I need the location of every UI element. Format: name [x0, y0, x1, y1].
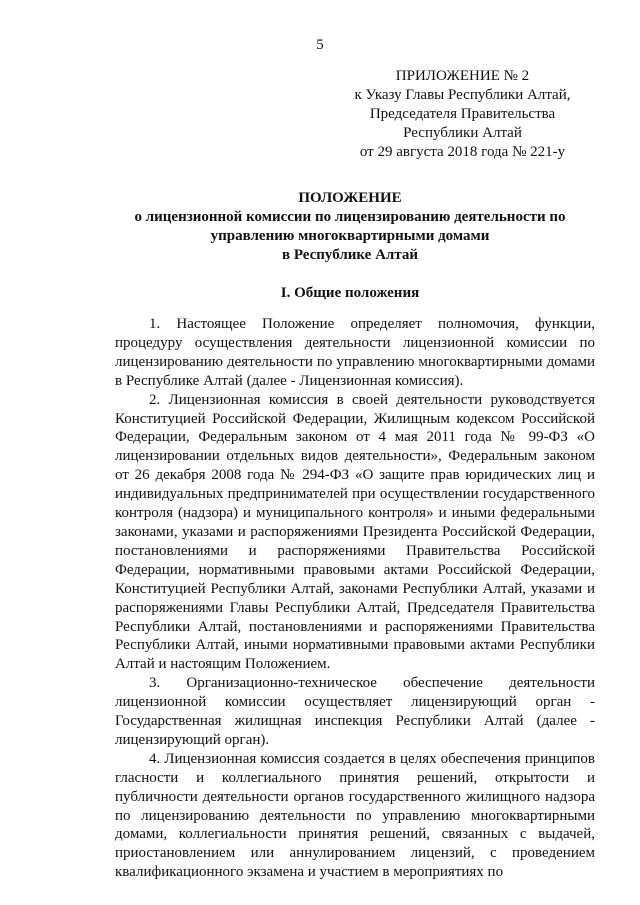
title-line-3: управлению многоквартирными домами: [210, 228, 490, 244]
annex-position: Председателя Правительства: [369, 106, 556, 122]
page-number: 5: [316, 37, 324, 53]
title-line-2: о лицензионной комиссии по лицензированию деятельности по: [134, 209, 566, 225]
paragraph-4: 4. Лицензионная комиссия создается в целях обеспечения принципов гласности и коллегиального принятия решений, открытости и публичности деятельности органов государственного жилищного надзора по лицензированию деятельности по управлению многоквартирными домами, коллегиальности принятия решений, связанных с выдачей, приостановлением или аннулированием лицензий, с проведением квалификационного экзамена и участием в мероприятиях по: [115, 750, 595, 881]
paragraph-2: 2. Лицензионная комиссия в своей деятельности руководствуется Конституцией Российской Федерации, Жилищным кодексом Российской Федерации, Федеральным законом от 4 мая 2011 года № 99-ФЗ «О лицензировании отдельных видов деятельности», Федеральным законом от 26 декабря 2008 года № 294-ФЗ «О защите прав юридических лиц и индивидуальных предпринимателей при осуществлении государственного контроля (надзора) и муниципального контроля» и иными федеральными законами, указами и распоряжениями Президента Российской Федерации, постановлениями и распоряжениями Правительства Российской Федерации, нормативными правовыми актами Российской Федерации, Конституцией Республики Алтай, законами Республики Алтай, указами и распоряжениями Главы Республики Алтай, Председателя Правительства Республики Алтай, постановлениями и распоряжениями Правительства Республики Алтай, иными нормативными правовыми актами Республики Алтай и настоящим Положением.: [115, 391, 595, 673]
annex-date-number: от 29 августа 2018 года № 221-у: [359, 144, 566, 160]
annex-decree-ref: к Указу Главы Республики Алтай,: [354, 87, 571, 103]
annex-title: ПРИЛОЖЕНИЕ № 2: [395, 68, 530, 84]
title-line-4: в Республике Алтай: [281, 247, 419, 263]
annex-region: Республики Алтай: [403, 125, 522, 141]
body-text: [115, 315, 595, 882]
annex-header: [330, 67, 595, 162]
document-title: [90, 189, 610, 265]
section-heading: I. Общие положения: [280, 285, 420, 301]
paragraph-1: 1. Настоящее Положение определяет полномочия, функции, процедуру осуществления деятельности лицензионной комиссии по лицензированию деятельности по управлению многоквартирными домами в Республике Алтай (далее - Лицензионная комиссия).: [115, 316, 595, 389]
title-line-1: ПОЛОЖЕНИЕ: [298, 190, 402, 206]
paragraph-3: 3. Организационно-техническое обеспечение деятельности лицензионной комиссии осуществляет лицензирующий орган - Государственная жилищная инспекция Республики Алтай (далее - лицензирующий орган).: [115, 675, 595, 748]
